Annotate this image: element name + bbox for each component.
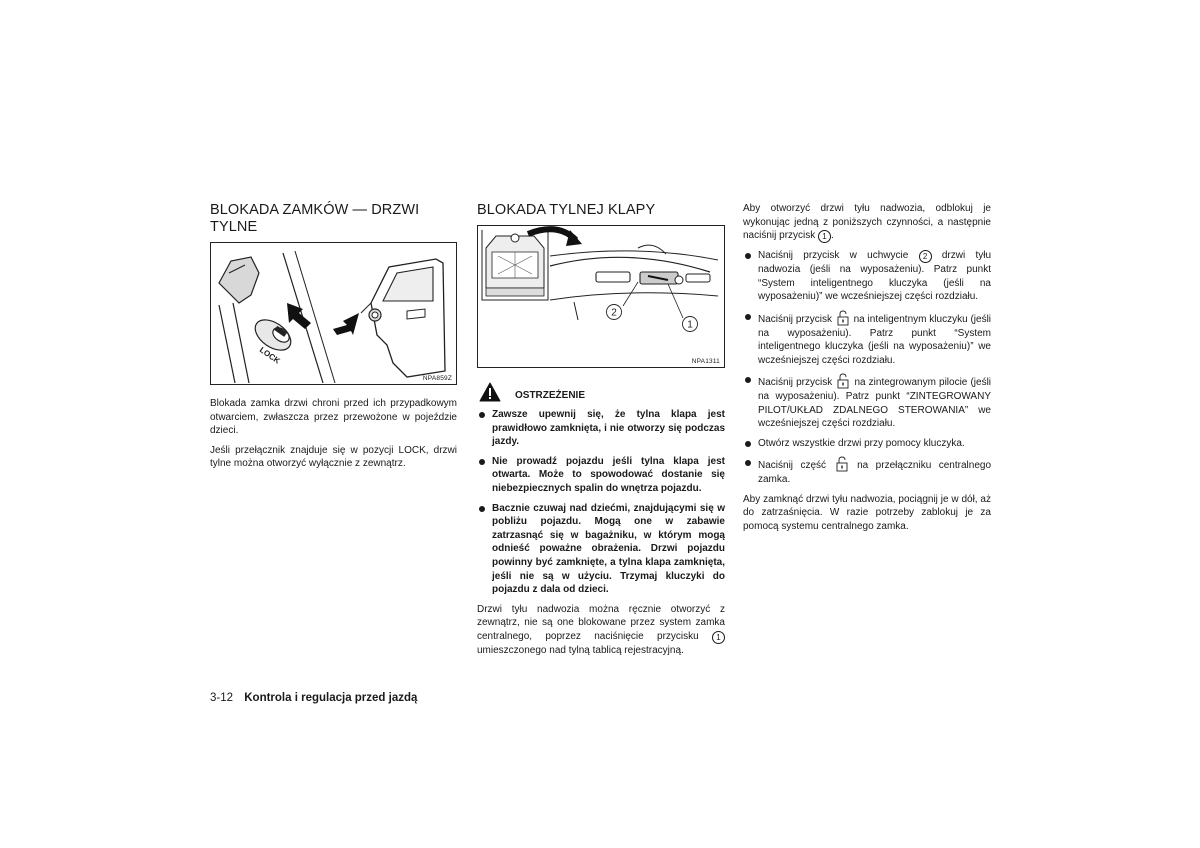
paragraph xyxy=(743,202,991,243)
page-footer xyxy=(210,692,417,704)
callout-1: 1 xyxy=(687,319,693,331)
figure-child-lock xyxy=(210,242,457,385)
paragraph: Aby zamknąć drzwi tyłu nadwozia, pociągnij je w dół, aż do zatrzaśnięcia. W razie potrzeby zablokuj je za pomocą systemu centralnego zamka. xyxy=(743,493,991,532)
unlock-icon xyxy=(837,373,849,389)
paragraph-text: Drzwi tyłu nadwozia można ręcznie otworzyć z zewnątrz, nie są one blokowane przez system zamka centralnego, poprzez naciśnięcie przycisku xyxy=(477,603,725,642)
list-item xyxy=(743,456,991,486)
list-item: Zawsze upewnij się, że tylna klapa jest prawidłowo zamknięta, i nie otworzy się podczas jazdy. xyxy=(477,408,725,449)
figure-tailgate xyxy=(477,225,725,368)
circled-number: 2 xyxy=(919,250,932,263)
item-text: Naciśnij przycisk w uchwycie xyxy=(758,250,909,262)
column-tailgate-lock xyxy=(477,200,725,664)
tailgate-illustration xyxy=(478,226,724,367)
open-methods-list xyxy=(743,249,991,486)
figure-lock-label: LOCK xyxy=(257,345,282,366)
paragraph-text: . xyxy=(831,230,834,242)
paragraph xyxy=(477,603,725,658)
warning-list xyxy=(477,408,725,597)
unlock-icon xyxy=(837,310,849,326)
paragraph: Jeśli przełącznik znajduje się w pozycji LOCK, drzwi tylne można otworzyć wyłącznie z zewnątrz. xyxy=(210,444,457,470)
figure-code: NPA1311 xyxy=(691,358,720,365)
section-title-tailgate-lock: BLOKADA TYLNEJ KLAPY xyxy=(477,202,656,218)
section-title-rear-door-lock: BLOKADA ZAMKÓW — DRZWI TYLNE xyxy=(210,202,420,235)
list-item xyxy=(743,310,991,367)
figure-code: NPA859Z xyxy=(422,375,452,382)
list-item: Nie prowadź pojazdu jeśli tylna klapa jest otwarta. Może to spowodować dostanie się niebezpiecznych spalin do wnętrza pojazdu. xyxy=(477,455,725,496)
paragraph-text: umieszczonego nad tylną tablicą rejestracyjną. xyxy=(477,644,684,656)
paragraph: Blokada zamka drzwi chroni przed ich przypadkowym otwarciem, zwłaszcza przez przewożone w pojeździe dzieci. xyxy=(210,398,457,437)
column-tailgate-open xyxy=(743,200,991,539)
list-item: Otwórz wszystkie drzwi przy pomocy kluczyka. xyxy=(743,437,991,451)
item-text: na inteligentnym kluczyku (jeśli na wyposażeniu). Patrz punkt “System inteligentnego kluczyka (jeśli na wyposażeniu)” we wcześniejszej części rozdziału. xyxy=(758,313,992,366)
callout-2: 2 xyxy=(611,307,617,319)
item-text: Naciśnij przycisk xyxy=(758,313,832,325)
circled-number: 1 xyxy=(818,230,831,243)
list-item xyxy=(743,373,991,430)
warning-title: OSTRZEŻENIE xyxy=(515,389,586,401)
paragraph-text: Aby otworzyć drzwi tyłu nadwozia, odblokuj je wykonując jedną z poniższych czynności, a następnie naciśnij przycisk xyxy=(743,203,991,242)
item-text: Naciśnij przycisk xyxy=(758,377,833,389)
list-item: Bacznie czuwaj nad dziećmi, znajdującymi się w pobliżu pojazdu. Mogą one w zabawie zatrzasnąć się w bagażniku, w którym mogą odnieść poważne obrażenia. Drzwi pojazdu powinny być zamknięte, a tylna klapa zamknięta, jeśli nie są w użyciu. Trzymaj kluczyki do pojazdu z dala od dzieci. xyxy=(477,502,725,597)
item-text: drzwi tyłu nadwozia (jeśli na wyposażeniu). Patrz punkt “System inteligentnego kluczyka (jeśli na wyposażeniu)” we wcześniejszej części rozdziału. xyxy=(758,250,992,303)
circled-number: 1 xyxy=(712,631,725,644)
page-number: 3-12 xyxy=(210,692,234,704)
warning-header xyxy=(477,382,725,402)
item-text: na zintegrowanym pilocie (jeśli na wyposażeniu). Patrz punkt “ZINTEGROWANY PILOT/UKŁAD ZDALNEGO STEROWANIA” we wcześniejszej części rozdziału. xyxy=(758,377,992,430)
warning-triangle-icon xyxy=(479,382,501,402)
list-item xyxy=(743,249,991,304)
column-door-lock xyxy=(210,200,457,477)
unlock-icon xyxy=(836,456,848,472)
chapter-title: Kontrola i regulacja przed jazdą xyxy=(244,692,418,704)
item-text: na przełączniku centralnego zamka. xyxy=(758,460,992,485)
item-text: Naciśnij część xyxy=(758,460,827,472)
child-lock-illustration xyxy=(211,243,456,384)
